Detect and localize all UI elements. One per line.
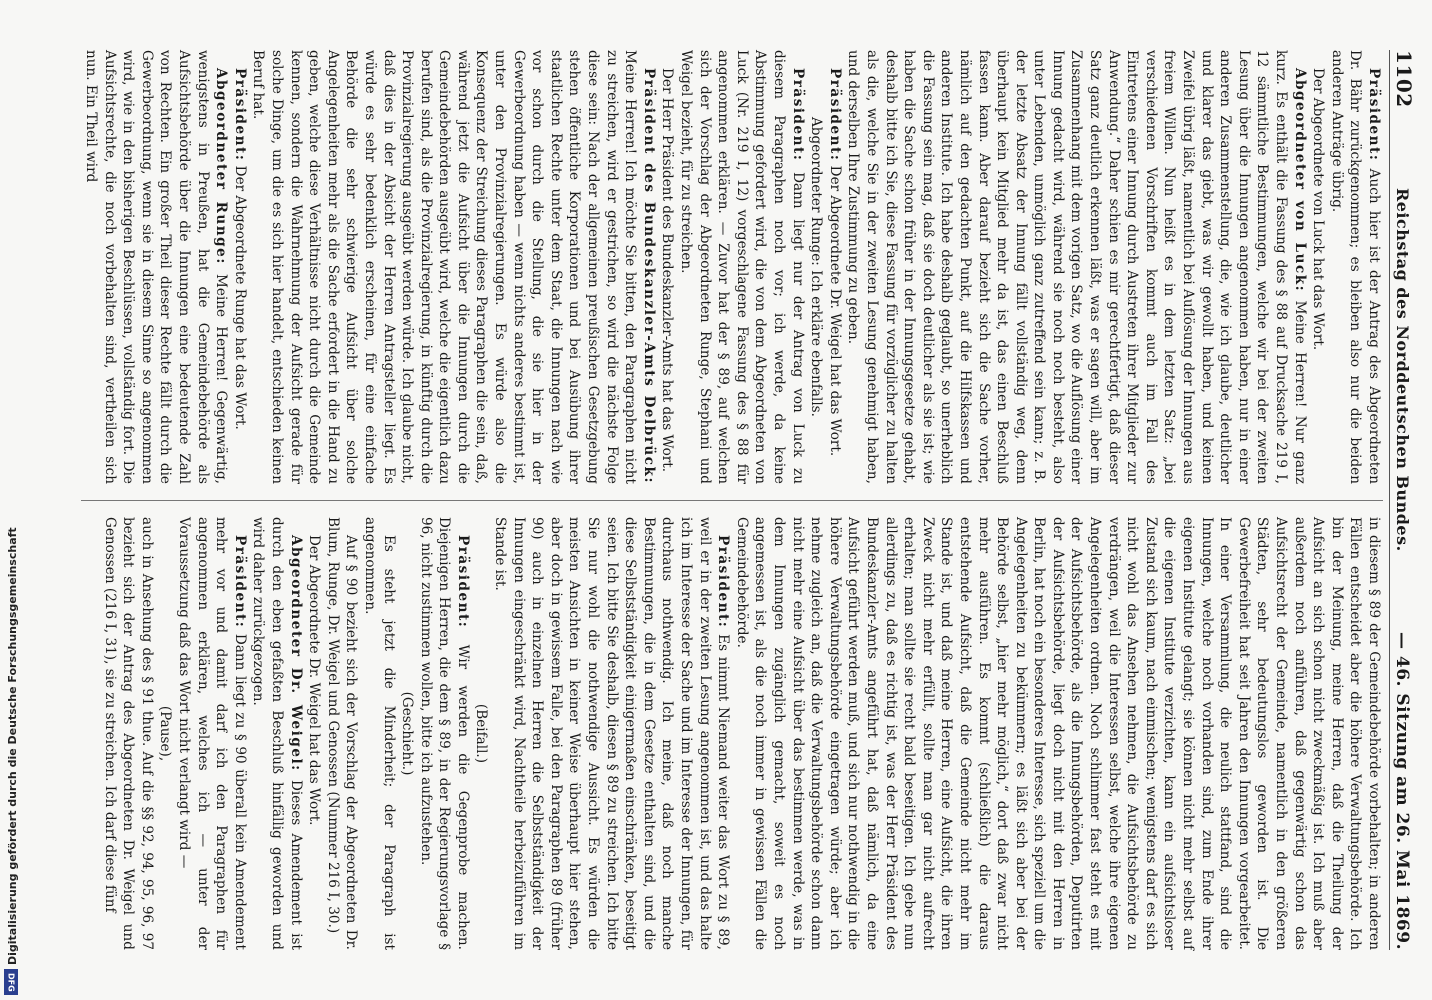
paragraph: [323, 517, 360, 950]
speaker-name: Präsident:: [789, 68, 806, 162]
paragraph: [249, 517, 305, 950]
paragraph: [398, 517, 417, 950]
page-number: 1102: [1392, 50, 1416, 108]
speaker-name: Abgeordneter Runge:: [213, 68, 230, 265]
speaker-name: Präsident:: [231, 68, 248, 162]
paragraph-text: Der Herr Präsident des Bundeskanzler-Amts hat das Wort.: [659, 68, 676, 473]
speaker-name: Präsident:: [231, 534, 248, 629]
paragraph: [825, 50, 844, 484]
paragraph: [305, 517, 324, 950]
publication-title: Reichstag des Norddeutschen Bundes.: [1393, 187, 1412, 552]
paragraph-text: Der Abgeordnete Dr. Weigel hat das Wort.: [826, 165, 843, 457]
paragraph-text: Der Abgeordnete Runge hat das Wort.: [231, 165, 248, 430]
paragraph: [416, 517, 472, 950]
paragraph: [230, 50, 249, 484]
paragraph: [732, 517, 1383, 950]
speaker-name: Präsident des Bundeskanzler-Amts Delbrück:: [640, 68, 657, 484]
paragraph: [174, 517, 248, 950]
paragraph: [156, 517, 175, 950]
paragraph: [1309, 50, 1328, 484]
paragraph-text: Es steht jetzt die Minderheit; der Paragraph ist angenommen.: [361, 516, 397, 950]
left-column: [81, 50, 1383, 500]
document-page: [30, 30, 1420, 970]
paragraph: [676, 50, 806, 484]
speaker-name: Abgeordneter von Luck:: [1291, 68, 1308, 293]
footer-credit: [3, 10, 19, 995]
text-columns: [81, 50, 1383, 950]
paragraph-text: Es nimmt Niemand weiter das Wort zu § 89, weil er in der zweiten Lesung angenommen ist, und das halte ich im Interesse der Sache und im Interesse der Innungen, für durchaus nothwendig. Ich meine, daß noch manche Bestimmungen, die in dem Gesetze enthalten sind, und die diese Selbstständigkeit einigermaßen einschränken, beseitigt seien. Ich bitte Sie deshalb, diesen § 89 zu streichen. Ich bitte Sie nur wohl die nothwendige Aussicht. Es würden die meisten Ansichten in keiner Weise überhaupt hier stehen, aber doch in gewissem Falle, bei den Paragraphen 89 (früher 90) auch in einzelnen Herren die Selbstständigkeit der Innungen eingeschränkt wird, Nachtheile herbeizuführen im Stande ist.: [492, 516, 732, 950]
paragraph: [658, 50, 677, 484]
paragraph-text: Der Abgeordnete von Luck hat das Wort.: [1310, 68, 1327, 351]
speaker-name: Präsident:: [454, 534, 471, 629]
paragraph: [81, 50, 230, 484]
speaker-name: Abgeordneter Dr. Weigel:: [287, 534, 304, 772]
paragraph: [491, 517, 733, 950]
paragraph-text: Dann liegt zu § 90 überall kein Amendement mehr vor und damit darf ich den Paragraphen für angenommen erklären, welches ich — unter der Voraussetzung daß das Wort nicht verlangt wird —: [176, 516, 248, 950]
paragraph-text: Meine Herren! Gegenwärtig, wenigstens in Preußen, hat die Gemeindebehörde als Aufsichtsbehörde über die Innungen eine bedeutende Zahl von Rechten. Ein großer Theil dieser Rechte fällt durch die Gewerbeordnung, wenn sie in diesem Sinne so angenommen wird, wie in den bisherigen Beschlüssen, vollständig fort. Die Aufsichtsrechte, die noch vorbehalten sind, vertheilen sich nun. Ein Theil wird: [83, 50, 230, 484]
paragraph: [360, 517, 397, 950]
paragraph: [100, 517, 156, 950]
paragraph-text: Wir werden die Gegenprobe machen. Diejenigen Herren, die dem § 89, in der Regierungsvorlage § 96, nicht zustimmen wollen, bitte ich aufzustehen.: [417, 516, 471, 950]
paragraph-text: Auf § 90 bezieht sich der Vorschlag der Abgeordneten Dr. Blum, Runge, Dr. Weigel und Genossen (Nummer 216 I, 30.): [324, 516, 360, 950]
paragraph: [1327, 50, 1383, 484]
paragraph-text: in diesem § 89 der Gemeindebehörde vorbehalten; in anderen Fällen entscheidet aber die höhere Verwaltungsbehörde. Ich bin der Meinung, meine Herren, daß die Theilung der Aufsicht an sich schon nicht zweckmäßig ist. Ich muß aber außerdem noch anführen, daß gegenwärtig schon das Aufsichtsrecht der Gemeinde, namentlich in den größeren Städten, sehr bedeutungslos geworden ist. Die Gewerbefreiheit hat seit Jahren den Innungen vorgearbeitet. In einer Versammlung, die neulich stattfand, sind die Innungen, welche noch vorhanden sind, zum Ende ihrer eigenen Institute gelangt; sie können nicht mehr selbst auf die eigenen Institute verzichten, kann ein aufsichtsloser Zustand sich kaum, nach einmischen; wenigstens darf es sich nicht wohl das Ansehen nehmen, die Aufsichtsbehörde zu verdrängen, weil die Interessen selbst, welche ihre eigenen Angelegenheiten ordnen. Noch schlimmer fast steht es mit der Aufsichtsbehörde, als die Innungsbehörden, Deputirten der Aufsichtsbehörde, liegt doch nicht mit den Herren in Berlin, hat noch ein besonderes Interesse, sich speziell um die Angelegenheiten zu bekümmern; es läßt sich aber bei der Behörde selbst, „hier mehr möglich,“ dort daß zwar nicht mehr ausführen. Es kommt (schließlich) die daraus entstehende Aufsicht, daß die Gemeinde nicht mehr im Stande ist, und daß meine Herren, eine Aufsicht, die ihren Zweck nicht mehr erfüllt, sollte man gar nicht aufrecht erhalten; man sollte sie recht bald beseitigen. Ich gebe nun allerdings zu, daß es richtig ist, was der Herr Präsident des Bundeskanzler-Amts angeführt hat, daß nämlich, da eine Aufsicht geführt werden muß, und sich nur nothwendig in die höhere Verwaltungsbehörde eingetragen würde; aber ich nehme zugleich an, daß die Verwaltungsbehörde schon dann nicht mehr eine Aufsicht über das bestimmen werde, was in dem Innungen zugänglich gemacht, soweit es noch angemessen ist, als die noch immer in gewissen Fällen die Gemeindebehörde.: [733, 516, 1382, 950]
speaker-name: Präsident:: [826, 68, 843, 162]
speaker-name: Präsident:: [715, 534, 732, 629]
paragraph: [807, 50, 826, 484]
paragraph-text: auch in Ansehung des § 91 thue. Auf die §§ 92, 94, 95, 96, 97 bezieht sich der Antrag des Abgeordneten Dr. Weigel und Genossen (216 I, 31), sie zu streichen. Ich darf diese fünf: [101, 516, 155, 950]
paragraph-text: Meine Herren! Nur ganz kurz. Es enthält die Fassung des § 88 auf Drucksache 219 I, 12 sämmtliche Bestimmungen, welche wir bei der zweiten Lesung über die Innungen angenommen haben, nur in einer anderen Zusammenstellung, die, wie ich glaube, deutlicher und klarer das giebt, was wir gewollt haben, und keinen Zweifel übrig läßt, namentlich bei Auflösung der Innungen aus freiem Willen. Nun heißt es in dem letzten Satz: „bei verschiedenen Vorschriften kommt auch im Fall des Eintretens einer Innung durch Austreten ihrer Mitglieder zur Anwendung.“ Daher schien es mir gerechtfertigt, daß dieser Satz ganz deutlich erkennen läßt, was er sagen will, aber im Zusammenhang mit dem vorigen Satz, wo die Auflösung einer Innung gedacht wird, während sie noch noch besteht, also unter Lebenden, unmöglich ganz zutreffend sein kann; z. B. der letzte Absatz der Innung fällt vollständig weg, denn überhaupt kein Mitglied mehr da ist, das einen Beschluß fassen kann. Aber darauf bezieht sich die Sache vorher, nämlich auf den gedachten Punkt, auf die Hilfskassen und anderen Institute. Ich habe deshalb geglaubt, so unerheblich die Fassung sein mag, daß sie doch deutlicher als sie ist; wie haben die Sache schon früher in der Innungsgesetze gehabt, deshalb bitte ich Sie, diese Fassung für vorzüglicher zu halten als die, welche Sie in der zweiten Lesung genehmigt haben, und derselben Ihre Zustimmung zu geben.: [845, 50, 1308, 484]
paragraph-text: (Beifall.): [473, 703, 490, 764]
speaker-name: Präsident:: [1366, 68, 1382, 162]
paragraph-text: Auch hier ist der Antrag des Abgeordneten Dr. Bähr zurückgenommen; es bleiben also nur die beiden anderen Anträge übrig.: [1328, 50, 1382, 484]
dfg-logo: DFG: [4, 969, 18, 995]
paragraph-text: Der Abgeordnete Dr. Weigel hat das Wort.: [306, 534, 323, 826]
session-info: — 46. Sitzung am 26. Mai 1869.: [1392, 631, 1412, 950]
paragraph-text: Abgeordneter Runge: Ich erkläre ebenfalls.: [808, 116, 825, 417]
paragraph-text: Dann liegt nur der Antrag von Luck zu diesem Paragraphen noch vor; ich werde, da keine Abstimmung gefordert wird, die von dem Abgeordneten von Luck (Nr. 219 I, 12) vorgeschlagene Fassung des § 88 für angenommen erklären. — Zuvor hat der § 89, auf welchen sich der Vorschlag der Abgeordneten Runge, Stephani und Weigel bezieht, für zu streichen.: [678, 50, 806, 484]
paragraph: [249, 50, 658, 484]
digitization-credit: Digitalisierung gefördert durch die Deutsche Forschungsgemeinschaft: [6, 527, 19, 965]
paragraph: [844, 50, 1309, 484]
paragraph-text: (Geschieht.): [399, 691, 416, 776]
right-column: [81, 500, 1383, 950]
paragraph: [472, 517, 491, 950]
paragraph-text: (Pause),: [157, 705, 174, 762]
paragraph-text: Dieses Amendement ist durch den eben gefaßten Beschluß hinfällig geworden und wird daher zurückgezogen.: [250, 516, 304, 950]
page-header: [1389, 50, 1416, 950]
paragraph-text: Meine Herren! Ich möchte Sie bitten, den Paragraphen nicht zu streichen, wird er gestrichen, so wird die nächste Folge diese sein: Nach der allgemeinen preußischen Gesetzgebung stehen öffentliche Korporationen und bei Ausübung ihrer staatlichen Rechte unter dem Staat, die Innungen nach wie vor schon durch die Stellung, die sie hier in der Gewerbeordnung haben — wenn nichts anderes bestimmt ist, unter den Provinzialregierungen. Es würde also die Konsequenz der Streichung dieses Paragraphen die sein, daß, während jetzt die Aufsicht über die Innungen durch die Gemeindebehörden ausgeübt wird, welche die eigentlich dazu berufen sind, als die Provinzialregierung, in künftig durch die Provinzialregierung ausgeübt werden würde. Ich glaube nicht, daß dies in der Absicht der Herren Antragsteller liegt. Es würde es sehr bedenklich erscheinen, für eine einfache Behörde die sehr schwierige Aufsicht über solche Angelegenheiten mehr als die Sache erfordert in die Hand zu geben, welche diese Verhältnisse nicht durch die Gemeinde kennen, sondern die Wahrnehmung der Aufsicht gerade für solche Dinge, um die es sich hier handelt, entschieden keinen Beruf hat.: [250, 50, 639, 484]
